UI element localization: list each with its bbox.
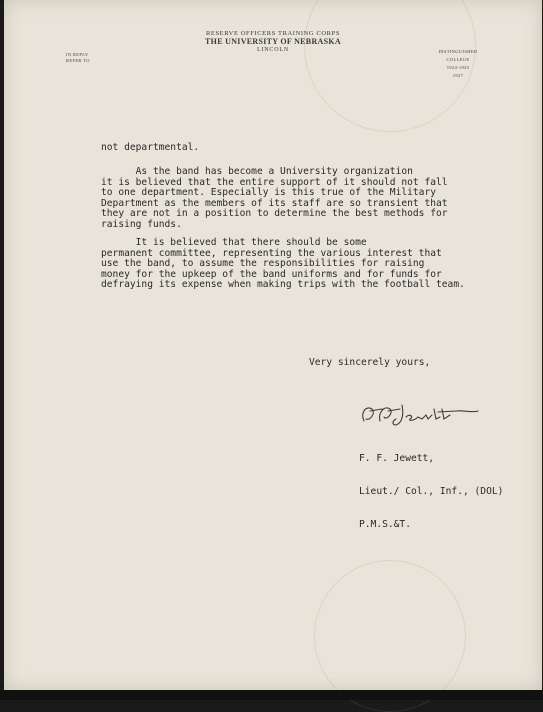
signature-block bbox=[359, 431, 503, 552]
reply-notice bbox=[66, 52, 90, 64]
reply-line: REFER TO bbox=[66, 58, 90, 63]
reply-line: IN REPLY bbox=[66, 52, 89, 57]
distinguished-line: 1924-1925 bbox=[446, 65, 470, 70]
letter-page bbox=[4, 0, 542, 690]
distinguished-line: COLLEGE bbox=[446, 57, 470, 62]
distinguished-line: DISTINGUISHED bbox=[438, 49, 478, 54]
paragraph-continuation: not departmental. bbox=[101, 142, 200, 153]
letterhead-corps: RESERVE OFFICERS TRAINING CORPS bbox=[205, 30, 341, 37]
distinguished-line: 1927 bbox=[452, 73, 464, 78]
signatory-title: P.M.S.&T. bbox=[359, 519, 411, 530]
signatory-rank: Lieut./ Col., Inf., (DOL) bbox=[359, 486, 504, 497]
letter-body bbox=[101, 142, 521, 290]
scan-border bbox=[0, 690, 543, 700]
letterhead-university: THE UNIVERSITY OF NEBRASKA bbox=[205, 37, 341, 46]
handwritten-signature bbox=[356, 395, 486, 433]
letterhead-city: LINCOLN bbox=[257, 47, 289, 53]
distinguished-college-notice bbox=[428, 48, 488, 80]
paragraph-band-organization: As the band has become a University organization it is believed that the entire support of it should not fall to one department. Especially is this true of the Military Department as the members of its staff are so transient that they are not in a position to determine the best methods for raising funds. bbox=[101, 166, 448, 230]
paragraph-committee: It is believed that there should be some permanent committee, representing the various interest that use the band, to assume the responsibilities for raising money for the upkeep of the band uniforms and for funds for defraying its expense when making trips with the football team. bbox=[101, 237, 465, 290]
closing-salutation: Very sincerely yours, bbox=[309, 357, 431, 368]
signatory-name: F. F. Jewett, bbox=[359, 453, 435, 464]
